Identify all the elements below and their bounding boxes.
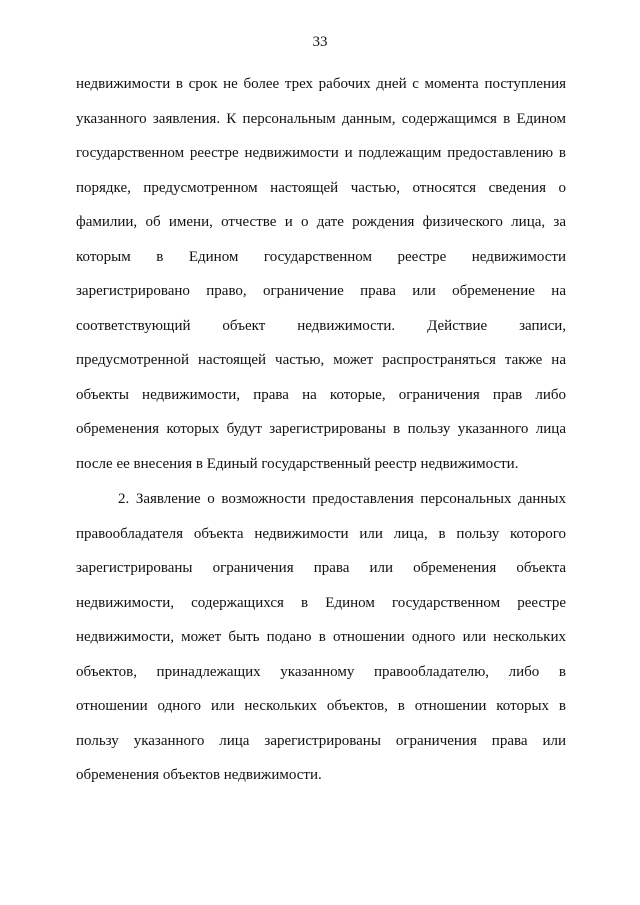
text-line: недвижимости, может быть подано в отношении одного или нескольких [76,629,566,645]
text-line: недвижимости в срок не более трех рабочих дней с момента поступления [76,76,566,92]
text-line: обременения которых будут зарегистрированы в пользу указанного лица [76,421,566,437]
text-line: фамилии, об имени, отчестве и о дате рождения физического лица, за [76,214,566,230]
text-line: недвижимости, содержащихся в Едином государственном реестре [76,594,566,611]
text-line: обременения объектов недвижимости. [76,767,322,783]
paragraph-1 [76,67,566,481]
text-line: после ее внесения в Единый государственный реестр недвижимости. [76,455,519,472]
paragraph-2 [76,482,566,793]
text-line: государственном реестре недвижимости и подлежащим предоставлению в [76,145,566,161]
text-line: порядке, предусмотренном настоящей частью, относятся сведения о [76,179,566,196]
page-number: 33 [312,34,328,50]
text-line: соответствующий объект недвижимости. Действие записи, [76,317,566,334]
text-line: объектов, принадлежащих указанному правообладателю, либо в [76,663,566,680]
text-line: которым в Едином государственном реестре недвижимости [76,248,566,265]
text-line: правообладателя объекта недвижимости или лица, в пользу которого [76,525,566,542]
text-line: зарегистрировано право, ограничение права или обременение на [76,283,566,299]
text-line: отношении одного или нескольких объектов, в отношении которых в [76,698,566,714]
text-line: объекты недвижимости, права на которые, ограничения прав либо [76,386,566,403]
text-line: указанного заявления. К персональным данным, содержащимся в Едином [76,110,566,127]
text-line: зарегистрированы ограничения права или обременения объекта [76,560,566,576]
text-line: пользу указанного лица зарегистрированы ограничения права или [76,732,566,749]
text-line: 2. Заявление о возможности предоставления персональных данных [118,491,566,507]
text-line: предусмотренной настоящей частью, может распространяться также на [76,352,566,368]
